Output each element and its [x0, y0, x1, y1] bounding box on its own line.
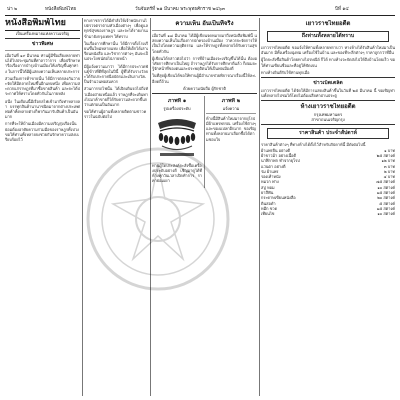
- divider: [5, 50, 80, 51]
- page-header: [5, 4, 395, 16]
- article-paragraph: อนึ่ง ในเดือนนี้มีเรือกลไฟเข้ามาถึงท่าหลายลำ บรรทุกสินค้านานาชนิดมาจากต่างประเทศ พ่อค้าทั้งหลายต่างก็พากันมารับสินค้าเป็นอันมาก: [5, 98, 80, 120]
- column-1: [5, 18, 80, 396]
- item-price: ๒๕ สตางค์: [376, 152, 395, 158]
- advert-body: ห้างนี้มีสินค้าใหม่มาจากยุโรป มีผ้าแพรพรรณ เครื่องใช้ต่างๆ และของแปลกอีกมาก ขอเชิญท่านทั้งหลายมาเลือกซื้อได้ตามชอบใจ: [206, 115, 256, 142]
- notice-heading: ข่าวเบ็ดเตล็ด: [313, 80, 343, 87]
- item-name: ผ้าขาวม้า อย่างเนื้อดี: [261, 152, 297, 158]
- advert-left: [152, 96, 202, 188]
- advert-caption: รูปเครื่องประดับ: [163, 105, 191, 111]
- divider: [206, 113, 256, 114]
- divider: [152, 93, 257, 94]
- article-signature: ด้วยความนับถือ ผู้รักชาติ: [183, 85, 226, 91]
- item-price: ๑๕ สตางค์: [376, 205, 395, 211]
- divider: [261, 100, 395, 101]
- item-name: แว่นตา อย่างดี: [261, 163, 286, 169]
- item-price: ๑๐ สตางค์: [377, 211, 395, 217]
- divider: [5, 38, 80, 39]
- notice-paragraph: เยาวราชไทยอดีต ขอแจ้งให้ท่านทั้งหลายทราบว่า ทางห้างได้รับสินค้าใหม่มาเป็นอันมาก มีทั้งเครื่องนุ่งห่ม เครื่องใช้ในบ้าน และของที่ระลึกต่างๆ ราคาถูกกว่าที่อื่น: [261, 45, 395, 56]
- section-heading: ข่าวพิเศษ: [31, 41, 54, 47]
- column-2: [84, 18, 148, 396]
- volume-number: ปีที่ ๑๔: [335, 7, 349, 12]
- dateline: วันจันทร์ที่ ๒๑ มีนาคม พระพุทธศักราช ๒๔๖๓: [135, 7, 225, 12]
- newspaper-page: [5, 4, 395, 396]
- column-divider: [204, 96, 205, 188]
- price-list: [261, 148, 395, 217]
- shop-address: สาขาถนนเจริญกรุง: [311, 117, 345, 123]
- article-paragraph: ผู้เขียนได้กล่าวต่อไปว่า การที่บ้านเมืองจะเจริญขึ้นได้นั้น ต้องอาศัยการศึกษาเป็นใหญ่ ถ้าราษฎรได้รับการศึกษาดีแล้ว ก็ย่อมจะรู้จักหน้าที่ของตนและประพฤติตนให้เป็นพลเมืองดี: [152, 55, 257, 72]
- item-price: ๒๐ สตางค์: [377, 195, 395, 201]
- divider: [261, 77, 395, 78]
- item-name: สบู่ หอม: [261, 184, 275, 190]
- advert-body: ท่านผู้ใดประสงค์จะสั่งซื้อเครื่องประดับอย่างดี เชิญมาดูได้ที่ห้างทุกวันเวลาเปิดทำการ ราคาย่อมเยา: [152, 162, 202, 184]
- article-paragraph: เมื่อวันที่ ๑๙ มีนาคม ท่านผู้มีชื่อเสียงหลายท่านได้ไปประชุมกันที่ศาลาว่าการ เพื่อปรึกษาหารือเรื่องการบำรุงบ้านเมืองให้เจริญขึ้นทุกทาง ในการนี้ได้มีผู้แสดงความเห็นหลายประการ: [5, 53, 80, 74]
- masthead-subline: เป็นเครื่องหมายแห่งความเจริญ: [15, 31, 70, 36]
- item-price: ๑๐ สตางค์: [377, 184, 395, 190]
- paper-name: หนังสือพิมพ์ไทย: [45, 7, 77, 12]
- price-list-title: ราคาสินค้า ประจำสัปดาห์: [267, 128, 389, 139]
- item-name: กระดาษเขียนหนังสือ: [261, 195, 296, 201]
- article-paragraph: การที่จะให้บ้านเมืองมีความเจริญรุ่งเรืองนั้น ย่อมต้องอาศัยความร่วมมือของราษฎรทั้งปวง ขอให้ท่านทั้งหลายจงช่วยกันรักษาความสงบเรียบร้อยไว้: [5, 121, 79, 143]
- item-name: ผ้าแพรจีน อย่างดี: [261, 147, 291, 153]
- advert-heading: ภาพที่ ๒: [221, 97, 241, 104]
- notice-title: เยาวราชไทยอดีต: [305, 20, 351, 27]
- shop-subtitle: กรุงเทพมหานคร: [313, 112, 343, 118]
- item-price: ๑ บาท: [384, 147, 395, 153]
- item-name: เทียนไข: [261, 211, 275, 217]
- item-name: หมวก ฟาง: [261, 179, 279, 185]
- item-name: รองเท้าหนัง: [261, 174, 281, 180]
- item-price: ๑๒ บาท: [381, 158, 395, 164]
- column-divider: [150, 18, 151, 396]
- article-paragraph: ขอให้ท่านผู้อ่านทั้งหลายติดตามข่าวคราวในฉบับต่อไป: [84, 109, 147, 120]
- notice-box: ถึงท่านทั้งหลายได้ทราบ: [267, 31, 389, 42]
- divider: [152, 30, 257, 31]
- article-paragraph: ในเรื่องการศึกษานั้น ได้มีการตั้งโรงเรียนขึ้นใหม่หลายแห่ง เพื่อให้เด็กได้เล่าเรียนหนังสือ และวิชาการต่างๆ อันจะเป็นประโยชน์ต่อไปภายหน้า: [84, 40, 148, 62]
- item-price: ๒ บาท: [383, 168, 395, 174]
- column-4: [261, 18, 395, 396]
- page-number: น่า ๒: [7, 7, 18, 12]
- shop-title: ห้างเยาวราชไทยอดีต: [300, 103, 356, 111]
- advert-columns: [152, 96, 257, 188]
- column-divider: [82, 18, 83, 396]
- notice-paragraph: ทางห้างยินดีรับใช้ท่านทุกเมื่อ: [261, 69, 310, 75]
- notice-paragraph: ผู้ใดจะสั่งซื้อสินค้าโดยทางไปรษณีย์ ก็ได้ ทางห้างจะจัดส่งไปให้ถึงบ้านโดยเร็ว ขอให้ท่านเขียนชื่อและที่อยู่ให้ชัดเจน: [261, 57, 395, 68]
- price-list-intro: ราคาสินค้าต่างๆ ที่ทางห้างได้ตั้งไว้สำหรับสัปดาห์นี้ มีดังต่อไปนี้: [261, 142, 366, 148]
- item-name: นาฬิกาพก ทำจากยุโรป: [261, 158, 300, 164]
- price-list-row: [261, 211, 395, 216]
- advert-right: [206, 96, 256, 188]
- column-3: [152, 18, 257, 396]
- advert-caption: แจ้งความ: [222, 105, 240, 111]
- article-headline: ความเห็น อันเป็นที่จริง: [175, 20, 234, 27]
- item-name: ร่ม ผ้าแพร: [261, 168, 279, 174]
- notice-paragraph: เยาวราชไทยอดีต ได้จัดให้มีการแสดงสินค้าขึ้นในวันที่ ๒๕ มีนาคม นี้ ขอเชิญท่านทั้งหลายไปชมได้โดยไม่ต้องเสียค่าผ่านประตู: [261, 88, 395, 99]
- divider: [261, 124, 395, 125]
- article-paragraph: มีผู้แจ้งความมาว่า ได้มีการประกวดพันธุ์ข้าวที่ดีที่สุดในปีนี้ ผู้ที่ได้รับรางวัลจะได้รับประกาศนียบัตรและเงินรางวัลเป็นจำนวนพอสมควร: [84, 63, 148, 85]
- masthead: หนังสือพิมพ์ไทย: [5, 18, 80, 31]
- item-name: ยาสีฟัน: [261, 190, 274, 195]
- item-price: ๑๕ สตางค์: [376, 190, 395, 195]
- advert-heading: ภาพที่ ๑: [167, 97, 187, 104]
- item-price: ๓ บาท: [383, 163, 395, 169]
- article-paragraph: เมื่อวันที่ ๑๘ มีนาคม ได้มีผู้เขียนจดหมายมาถึงหนังสือพิมพ์นี้ แสดงความเห็นในเรื่องการปกครองบ้านเมือง ว่าควรจะจัดการให้เป็นไปโดยความยุติธรรม และให้ราษฎรทั้งหลายได้รับความสุขโดยทั่วกัน: [152, 33, 257, 54]
- article-paragraph: ส่วนการรถไฟนั้น ได้เปิดเดินรถไปถึงหัวเมืองฝ่ายเหนือแล้ว ราษฎรที่จะเดินทางไปมาค้าขายก็ได้รับความสะดวกขึ้นกว่าแต่ก่อนเป็นอันมาก: [84, 86, 148, 108]
- item-price: ๗๕ สตางค์: [376, 179, 395, 185]
- jewelry-illustration: [152, 113, 202, 161]
- item-name: หมึก ขวด: [261, 205, 278, 211]
- item-price: ๕ สตางค์: [379, 200, 395, 206]
- item-price: ๔ บาท: [383, 174, 395, 180]
- article-paragraph: ในที่สุดผู้เขียนได้ขอให้ท่านผู้มีอำนาจช่วยพิจารณาเรื่องนี้ให้ละเอียดถี่ถ้วน: [152, 73, 256, 84]
- item-name: ดินสอดำ: [261, 200, 276, 206]
- article-paragraph: ทางราชการได้มีคำสั่งให้เจ้าพนักงานไปตรวจตราตามหัวเมืองต่างๆ เพื่อดูแลทุกข์สุขของราษฎร และจะได้รายงานเข้ามายังกรุงเทพฯ ให้ทราบ: [84, 18, 148, 39]
- article-paragraph: ส่วนเรื่องการค้าขายนั้น ได้มีการตกลงกันว่าจะจัดให้มีตลาดใหม่ขึ้นอีกแห่งหนึ่ง เพื่อความสะดวกแก่ราษฎรที่มาซื้อขายสินค้า และจะได้ประกาศให้ทราบโดยทั่วกันในภายหลัง: [5, 75, 80, 97]
- column-divider: [259, 18, 260, 396]
